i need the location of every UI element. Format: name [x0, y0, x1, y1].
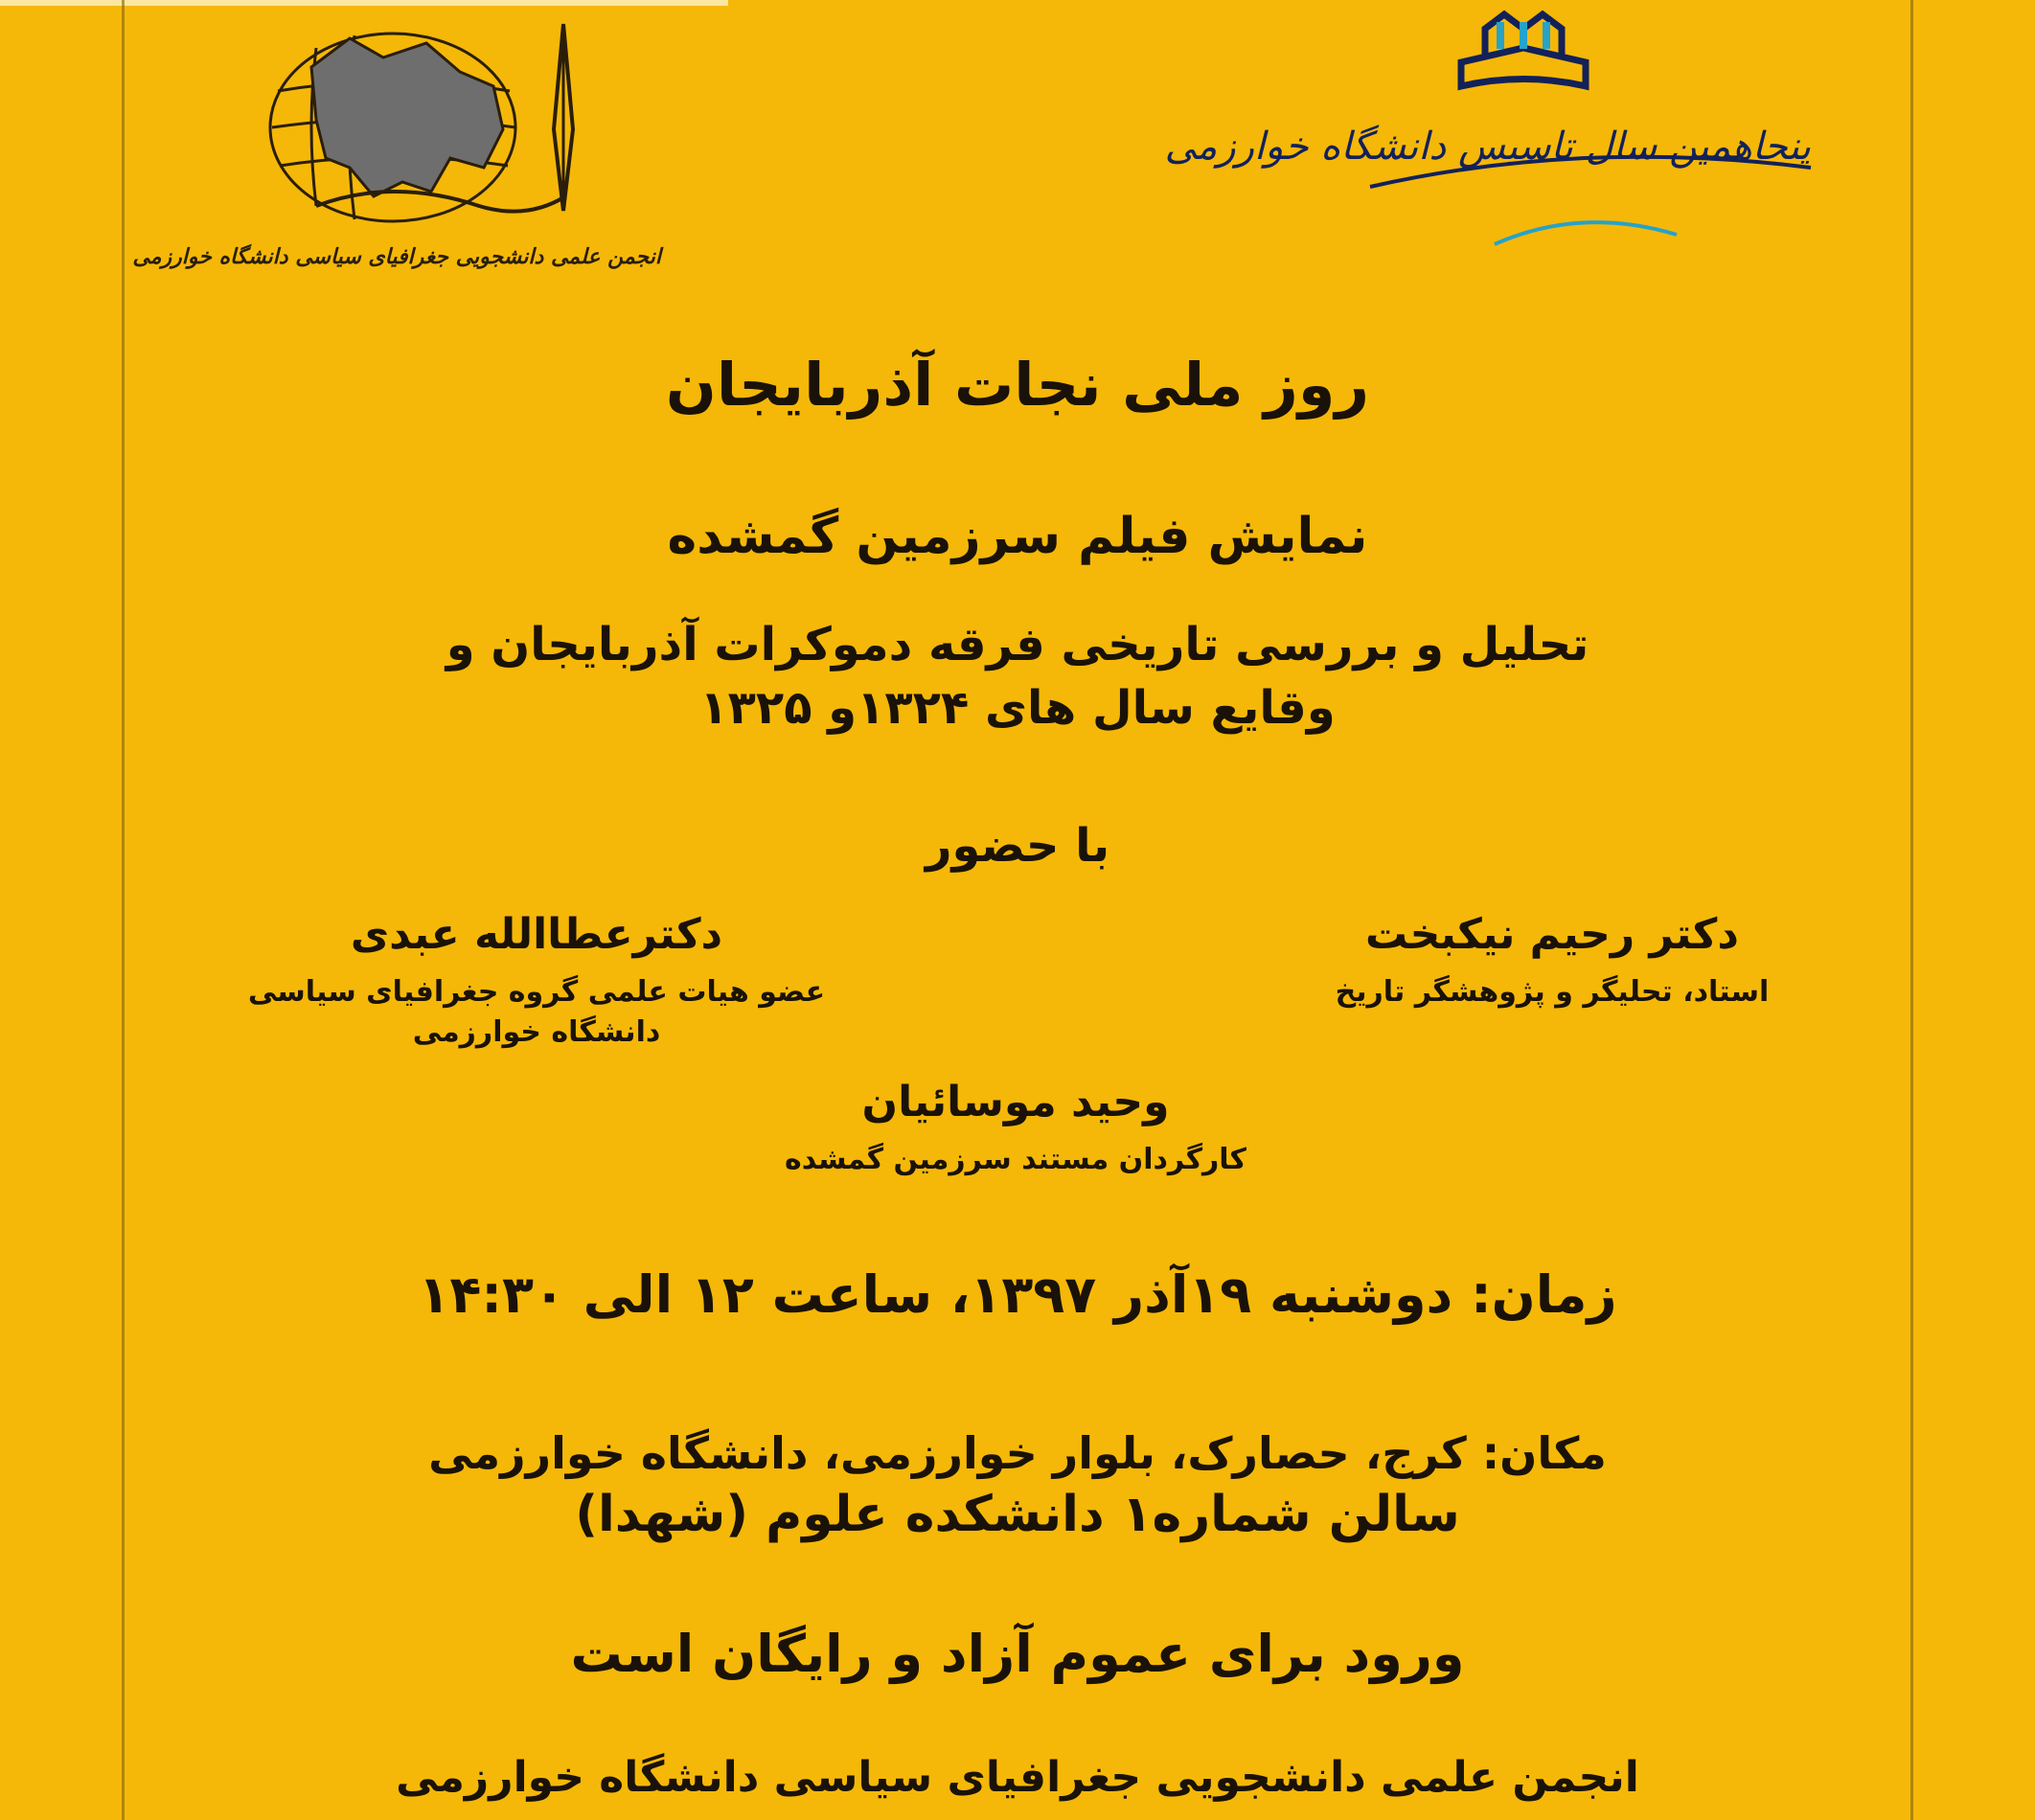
- association-logo-caption: انجمن علمی دانشجویی جغرافیای سیاسی دانشگاه خوارزمی: [132, 244, 661, 269]
- organizer-footer: انجمن علمی دانشجویی جغرافیای سیاسی دانشگاه خوارزمی: [396, 1753, 1639, 1802]
- event-time: زمان: دوشنبه ۱۹آذر ۱۳۹۷، ساعت ۱۲ الی ۱۴:۳۰: [418, 1264, 1617, 1325]
- event-place-line-2: سالن شماره۱ دانشکده علوم (شهدا): [575, 1486, 1460, 1543]
- attendance-heading: با حضور: [925, 819, 1110, 873]
- speaker-mousaeian: [719, 1078, 1313, 1180]
- speaker-abdi: [201, 910, 872, 1053]
- analysis-line-2: وقایع سال های ۱۳۲۴و ۱۳۲۵: [699, 681, 1336, 735]
- speaker-name: وحید موسائیان: [861, 1078, 1170, 1126]
- analysis-line-1: تحلیل و بررسی تاریخی فرقه دموکرات آذربایجان و: [446, 618, 1589, 671]
- speaker-role-line-1: عضو هیات علمی گروه جغرافیای سیاسی: [247, 975, 826, 1009]
- speaker-role: [201, 972, 872, 1053]
- event-title: روز ملی نجات آذربایجان: [665, 350, 1370, 420]
- right-frame-line: [1910, 0, 1913, 1820]
- anniversary-logo: [1164, 5, 1830, 263]
- event-place-line-1: مکان: کرج، حصارک، بلوار خوارزمی، دانشگاه خوارزمی: [428, 1427, 1607, 1479]
- speaker-name: دکترعطاالله عبدی: [350, 910, 723, 959]
- association-logo: [132, 14, 661, 292]
- speaker-role: استاد، تحلیگر و پژوهشگر تاریخ: [1335, 975, 1770, 1009]
- film-screening-line: نمایش فیلم سرزمین گمشده: [667, 508, 1368, 565]
- free-entry-notice: ورود برای عموم آزاد و رایگان است: [570, 1624, 1465, 1684]
- iran-map-pen-logo-icon: [259, 14, 642, 239]
- top-edge-strip: [0, 0, 728, 6]
- event-place: [0, 1422, 2035, 1545]
- left-frame-line: [122, 0, 125, 1820]
- speaker-nikbakht: [1284, 910, 1820, 1012]
- speaker-name: دکتر رحیم نیکبخت: [1365, 910, 1739, 959]
- analysis-description: [0, 613, 2035, 739]
- anniversary-logo-caption: پنجاهمین سال تاسیس دانشگاه خوارزمی: [1164, 125, 1811, 169]
- speaker-role: کارگردان مستند سرزمین گمشده: [784, 1143, 1246, 1176]
- speaker-role-line-2: دانشگاه خوارزمی: [412, 1015, 661, 1049]
